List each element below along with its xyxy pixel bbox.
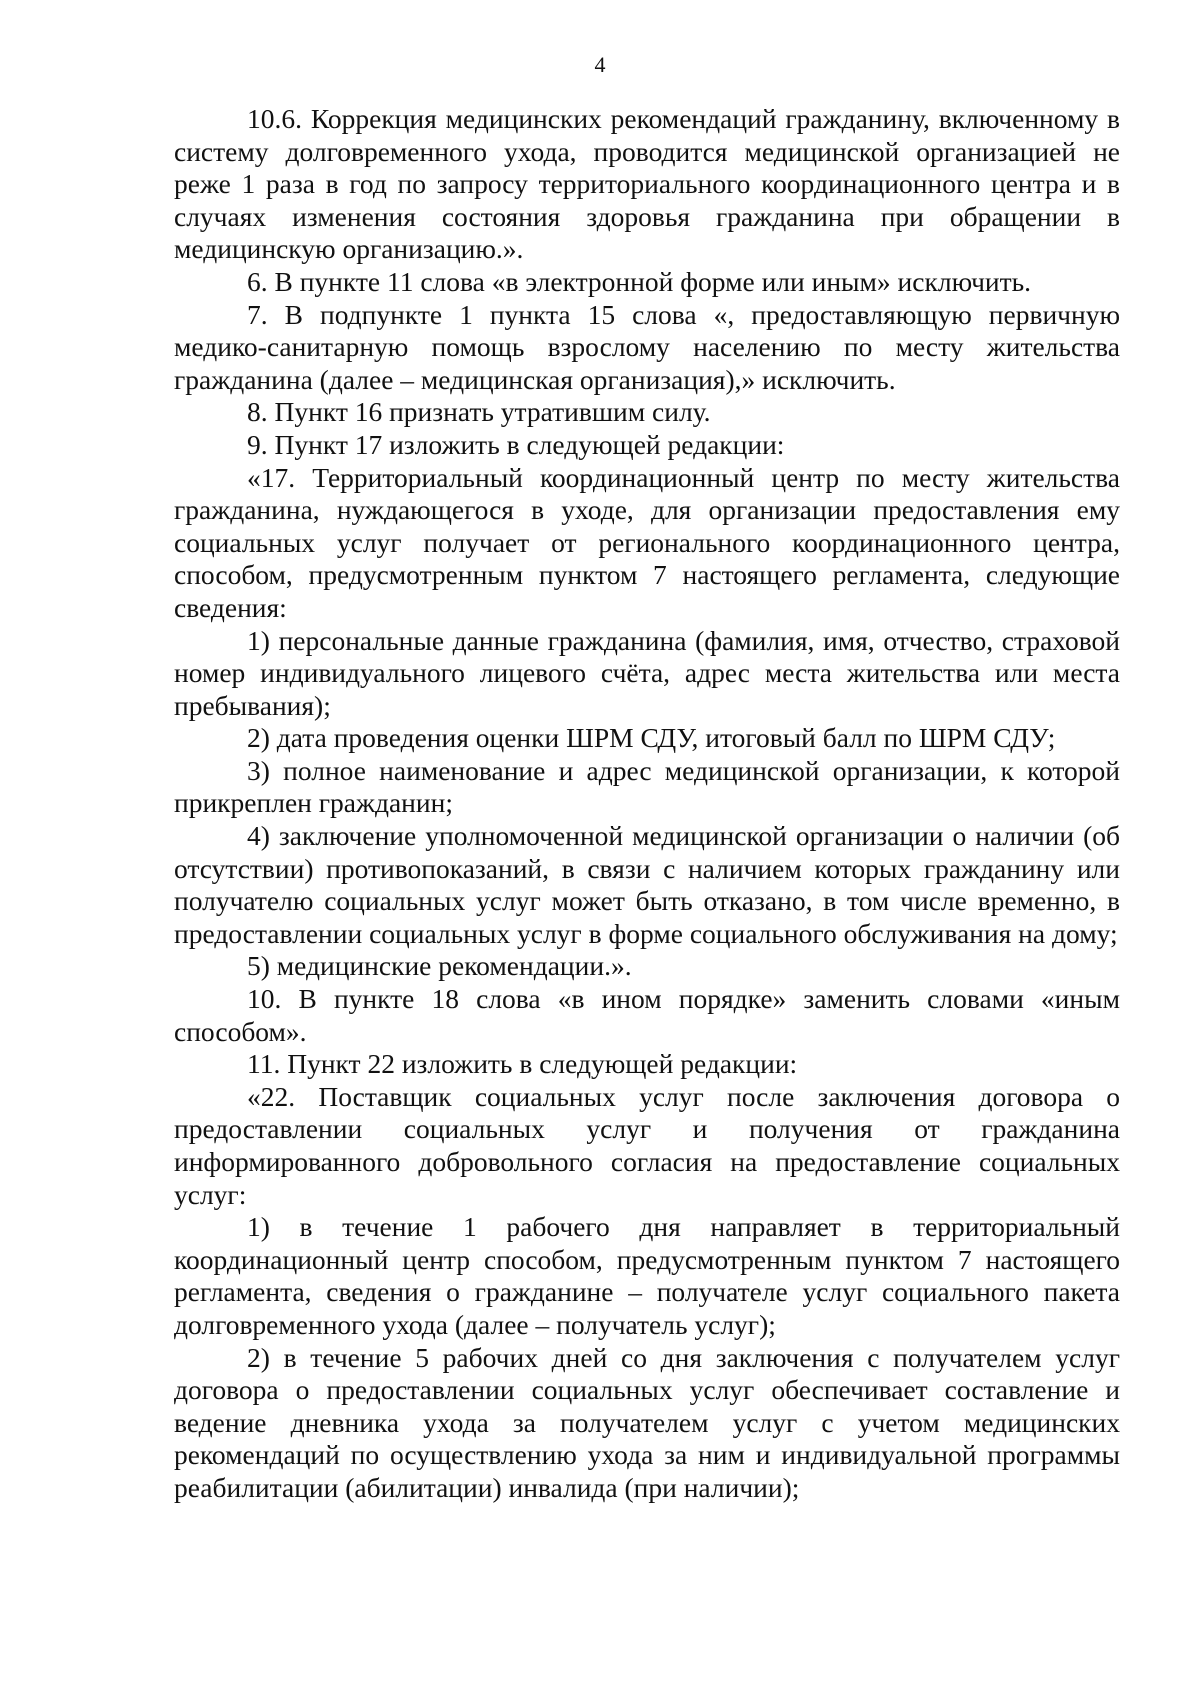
paragraph: 1) персональные данные гражданина (фамилия, имя, отчество, страховой номер индивидуального лицевого счёта, адрес места жительства или места пребывания); xyxy=(174,624,1120,721)
paragraph: 6. В пункте 11 слова «в электронной форме или иным» исключить. xyxy=(247,265,1032,297)
paragraph: 3) полное наименование и адрес медицинской организации, к которой прикреплен гражданин; xyxy=(174,754,1120,819)
paragraph: 9. Пункт 17 изложить в следующей редакции: xyxy=(247,428,785,460)
paragraph: 1) в течение 1 рабочего дня направляет в территориальный координационный центр способом, предусмотренным пунктом 7 настоящего регламента, сведения о гражданине – получателе услуг социального пакета долговременного ухода (далее – получатель услуг); xyxy=(174,1211,1120,1340)
paragraph: 8. Пункт 16 признать утратившим силу. xyxy=(247,396,711,428)
paragraph: 4) заключение уполномоченной медицинской организации о наличии (об отсутствии) противопоказаний, в связи с наличием которых гражданину или получателю социальных услуг может быть отказано, в том числе временно, в предоставлении социальных услуг в форме социального обслуживания на дому; xyxy=(174,820,1120,949)
paragraph: 10.6. Коррекция медицинских рекомендаций гражданину, включенному в систему долговременного ухода, проводится медицинской организацией не реже 1 раза в год по запросу территориального координационного центра и в случаях изменения состояния здоровья гражданина при обращении в медицинскую организацию.». xyxy=(174,103,1120,265)
paragraph: 7. В подпункте 1 пункта 15 слова «, предоставляющую первичную медико-санитарную помощь взрослому населению по месту жительства гражданина (далее – медицинская организация),» исключить. xyxy=(174,298,1120,395)
paragraph: 10. В пункте 18 слова «в ином порядке» заменить словами «иным способом». xyxy=(174,983,1120,1047)
page-number: 4 xyxy=(594,52,606,77)
paragraph: «22. Поставщик социальных услуг после заключения договора о предоставлении социальных услуг и получения от гражданина информированного добровольного согласия на предоставление социальных услуг: xyxy=(174,1080,1120,1210)
paragraph: «17. Территориальный координационный центр по месту жительства гражданина, нуждающегося в уходе, для организации предоставления ему социальных услуг получает от регионального координационного центра, способом, предусмотренным пунктом 7 настоящего регламента, следующие сведения: xyxy=(174,461,1120,623)
paragraph: 5) медицинские рекомендации.». xyxy=(247,950,632,982)
paragraph: 2) в течение 5 рабочих дней со дня заключения с получателем услуг договора о предоставлении социальных услуг обеспечивает составление и ведение дневника ухода за получателем услуг с учетом медицинских рекомендаций по осуществлению ухода за ним и индивидуальной программы реабилитации (абилитации) инвалида (при наличии); xyxy=(174,1341,1120,1503)
paragraph: 11. Пункт 22 изложить в следующей редакции: xyxy=(247,1048,798,1080)
document-body xyxy=(174,103,1120,1505)
paragraph: 2) дата проведения оценки ШРМ СДУ, итоговый балл по ШРМ СДУ; xyxy=(247,722,1056,754)
